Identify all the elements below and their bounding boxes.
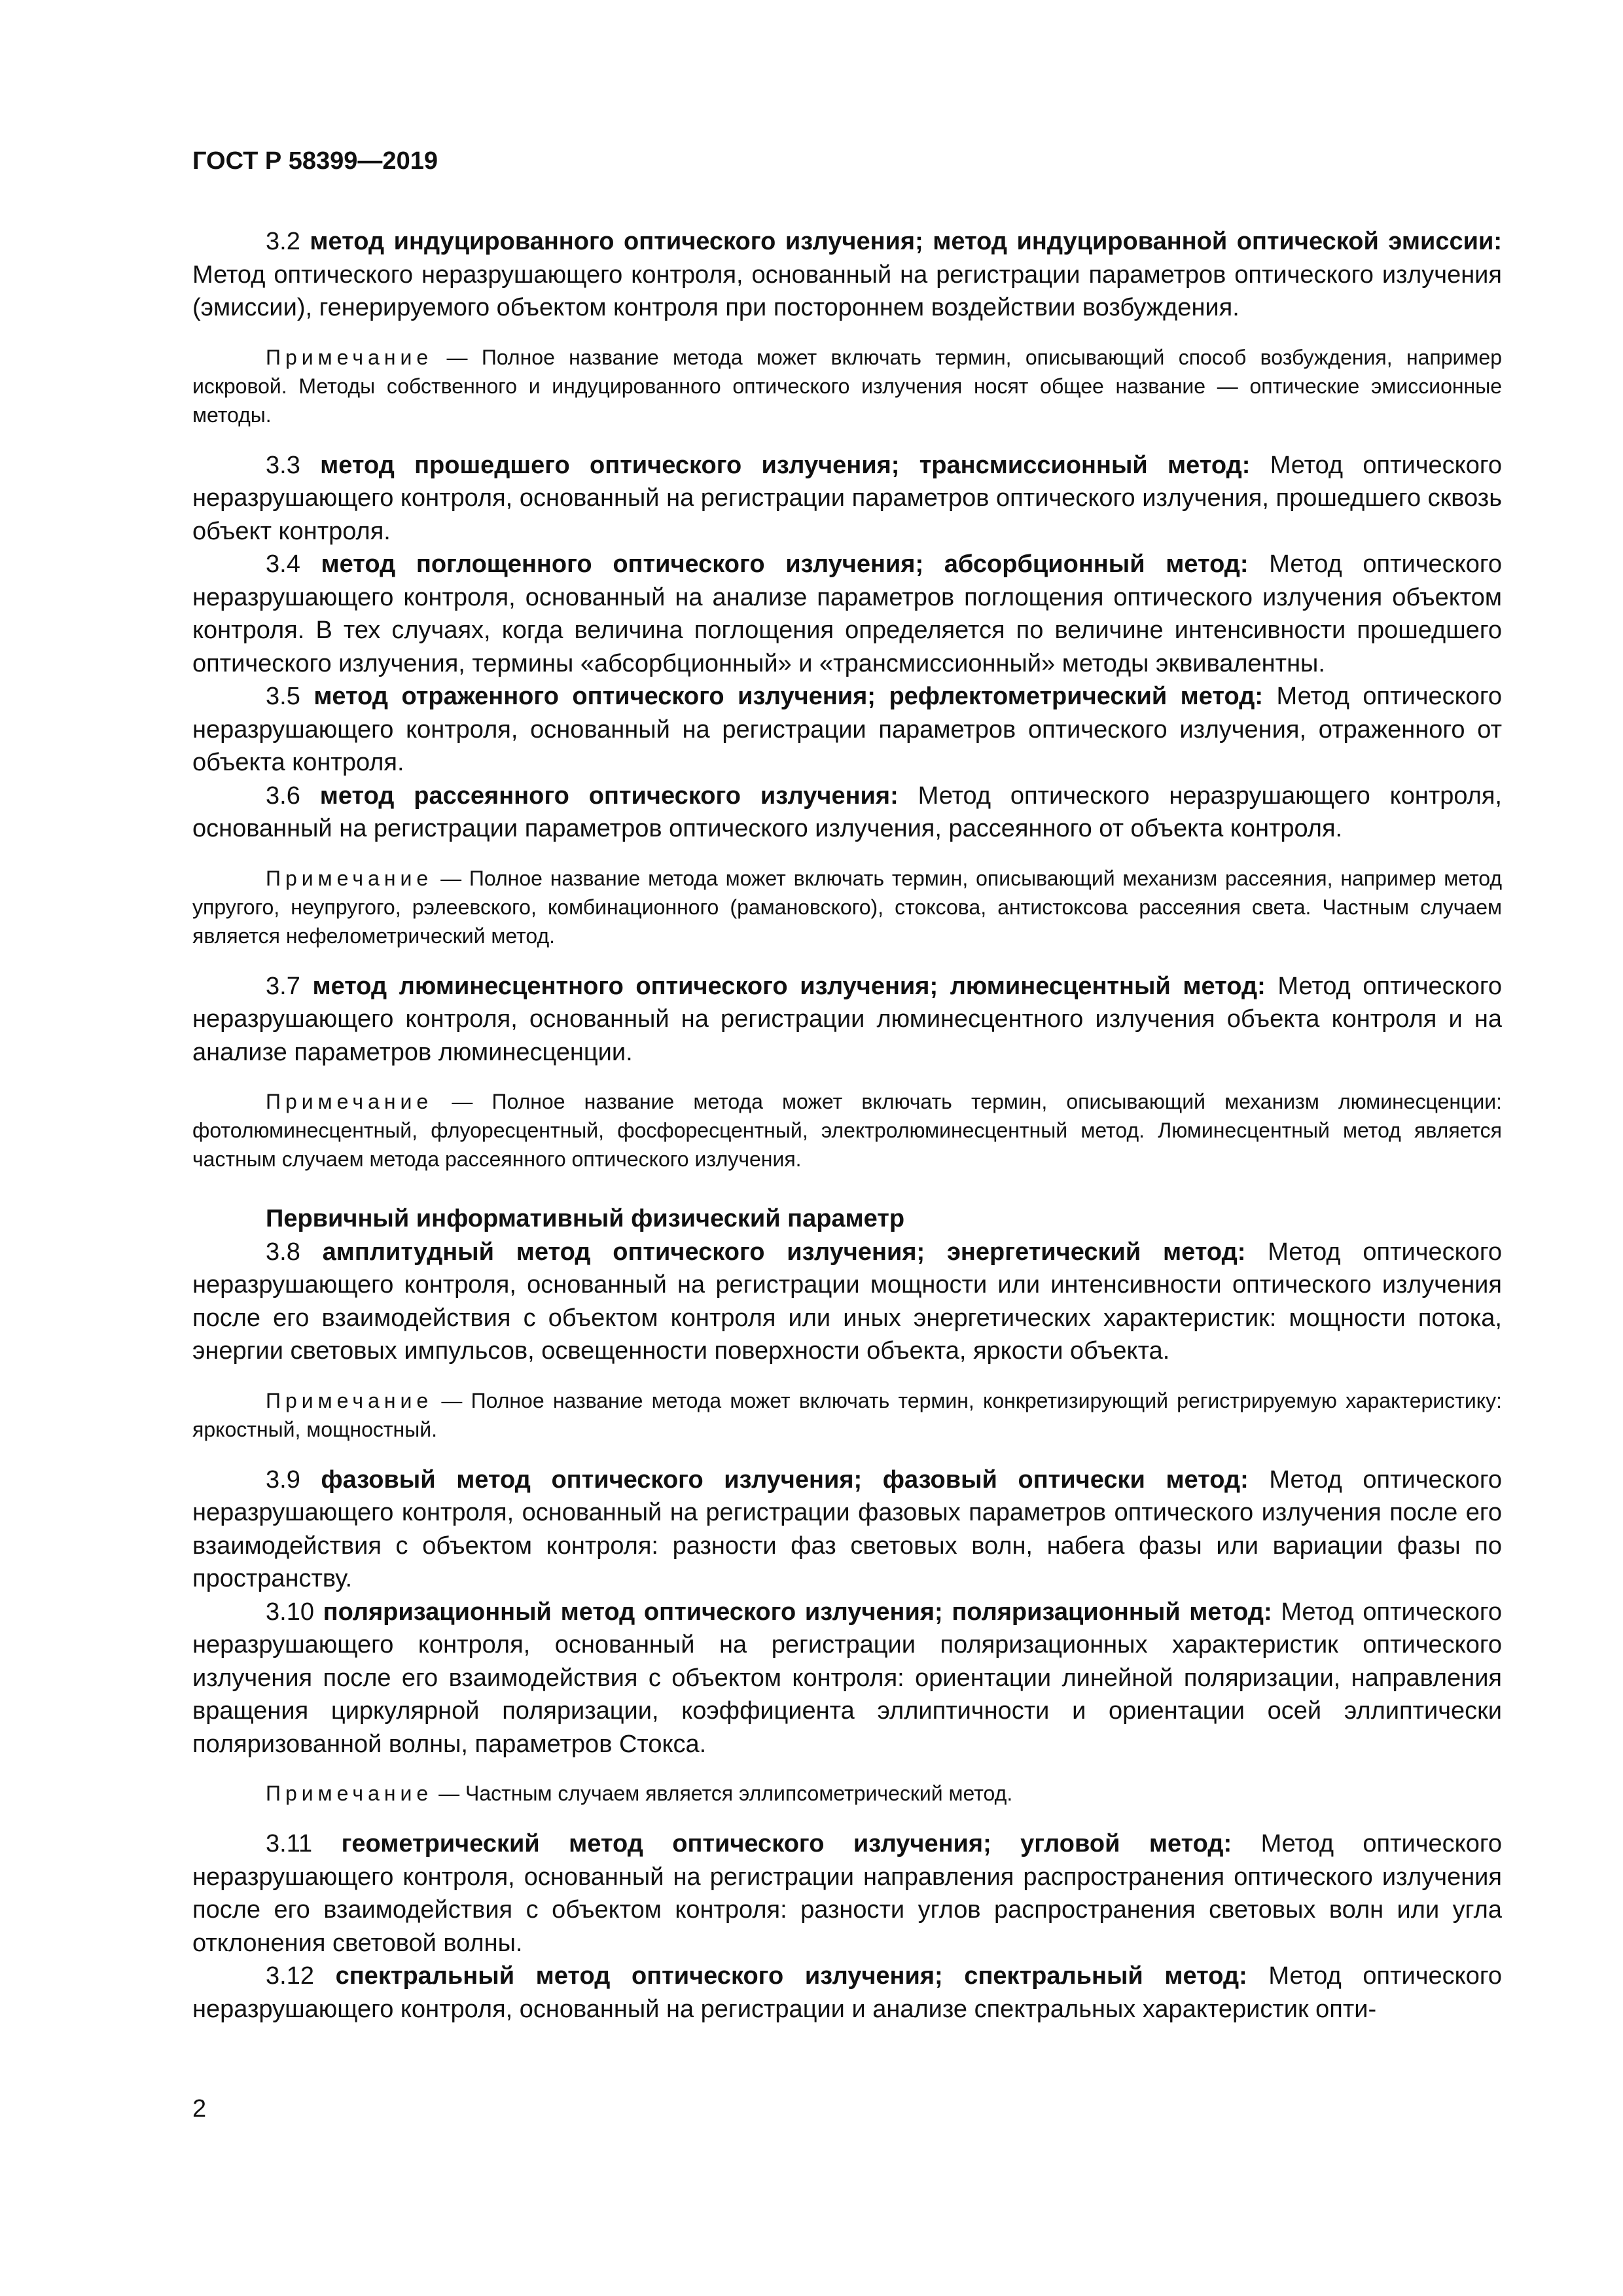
term-definition-text: Метод оптического неразрушающего контроля, основанный на регистрации фазовых параметров оптического излучения после его взаимодействия с объектом контроля: разности фаз световых волн, набега фазы или вариации фазы по пространству. (192, 1465, 1502, 1592)
term-name: метод отраженного оптического излучения; рефлектометрический метод: (313, 683, 1264, 710)
term-definition (192, 1827, 1502, 1960)
term-definition-text: Метод оптического неразрушающего контроля, основанный на регистрации люминесцентного излучения объекта контроля и на анализе параметров люминесценции. (192, 972, 1503, 1066)
term-definition (192, 225, 1502, 325)
term-name: спектральный метод оптического излучения; спектральный метод: (335, 1962, 1247, 1990)
term-definition-text: Метод оптического неразрушающего контроля, основанный на регистрации параметров оптического излучения (эмиссии), генерируемого объектом контроля при постороннем воздействии возбуждения. (192, 260, 1502, 321)
term-definition (192, 680, 1502, 780)
term-definition-text: Метод оптического неразрушающего контроля, основанный на регистрации параметров оптического излучения, отраженного от объекта контроля. (192, 683, 1502, 776)
term-name: метод люминесцентного оптического излучения; люминесцентный метод: (312, 972, 1266, 1000)
note-label: Примечание (266, 1090, 433, 1113)
term-definition (192, 1960, 1502, 2026)
page-number: 2 (192, 2095, 207, 2123)
note-text: — Частным случаем является эллипсометрический метод. (438, 1782, 1013, 1805)
note-label: Примечание (266, 1388, 433, 1412)
term-name: фазовый метод оптического излучения; фазовый оптически метод: (321, 1465, 1249, 1494)
term-definition-text: Метод оптического неразрушающего контроля, основанный на анализе параметров поглощения оптического излучения объектом контроля. В тех случаях, когда величина поглощения определяется по величине интенсивности прошедшего оптического излучения, термины «абсорбционный» и «трансмиссионный» методы эквивалентны. (192, 550, 1502, 677)
note-text: — Полное название метода может включать термин, описывающий способ возбуждения, например искровой. Методы собственного и индуцированного оптического излучения носят общее название — оптические эмиссионные методы. (192, 345, 1503, 427)
term-definition (192, 548, 1502, 680)
term-number: 3.9 (266, 1465, 300, 1494)
term-definition-text: Метод оптического неразрушающего контроля, основанный на регистрации и анализе спектральных характеристик опти- (192, 1962, 1502, 2023)
note (192, 1087, 1502, 1174)
term-number: 3.8 (266, 1238, 300, 1266)
term-definition (192, 1236, 1502, 1368)
term-name: метод рассеянного оптического излучения: (319, 781, 899, 810)
term-definition-text: Метод оптического неразрушающего контроля, основанный на регистрации параметров оптического излучения, рассеянного от объекта контроля. (192, 781, 1502, 842)
term-definition-text: Метод оптического неразрушающего контроля, основанный на регистрации мощности или интенсивности оптического излучения после его взаимодействия с объектом контроля или иных энергетических характеристик: мощности потока, энергии световых импульсов, освещенности поверхности объекта, яркости объекта. (192, 1238, 1503, 1365)
term-name: поляризационный метод оптического излучения; поляризационный метод: (323, 1598, 1272, 1626)
term-number: 3.5 (266, 683, 300, 710)
term-definition-text: Метод оптического неразрушающего контроля, основанный на регистрации поляризационных характеристик оптического излучения после его взаимодействия с объектом контроля: ориентации линейной поляризации, направления вращения циркулярной поляризации, коэффициента эллиптичности и ориентации осей эллиптически поляризованной волны, параметров Стокса. (192, 1598, 1502, 1758)
document-page (192, 145, 1502, 2026)
term-definition (192, 780, 1502, 846)
term-definition (192, 1463, 1502, 1596)
term-definition (192, 970, 1502, 1069)
term-number: 3.12 (266, 1962, 314, 1990)
term-name: геометрический метод оптического излучения; угловой метод: (341, 1830, 1232, 1857)
term-name: амплитудный метод оптического излучения; энергетический метод: (322, 1238, 1246, 1266)
document-body (192, 225, 1502, 2026)
note-text: — Полное название метода может включать термин, описывающий механизм рассеяния, например метод упругого, неупругого, рэлеевского, комбинационного (рамановского), стоксова, антистоксова рассеяния света. Частным случаем является нефелометрический метод. (192, 866, 1503, 948)
note (192, 864, 1502, 950)
term-name: метод прошедшего оптического излучения; трансмиссионный метод: (320, 451, 1251, 479)
term-number: 3.10 (266, 1598, 314, 1626)
term-number: 3.2 (266, 228, 300, 255)
note (192, 1779, 1502, 1808)
term-number: 3.3 (266, 451, 300, 479)
term-definition (192, 449, 1502, 548)
document-code-header: ГОСТ Р 58399—2019 (192, 147, 438, 175)
note (192, 343, 1502, 429)
note-text: — Полное название метода может включать термин, описывающий механизм люминесценции: фотолюминесцентный, флуоресцентный, фосфоресцентный, электролюминесцентный метод. Люминесцентный метод является частным случаем метода рассеянного оптического излучения. (192, 1090, 1503, 1171)
term-definition (192, 1596, 1502, 1761)
note-label: Примечание (266, 345, 433, 369)
term-number: 3.7 (266, 972, 300, 1000)
term-name: метод поглощенного оптического излучения; абсорбционный метод: (321, 550, 1249, 578)
note-label: Примечание (266, 866, 433, 890)
term-number: 3.4 (266, 550, 300, 578)
term-definition-text: Метод оптического неразрушающего контроля, основанный на регистрации параметров оптического излучения, прошедшего сквозь объект контроля. (192, 451, 1503, 545)
note (192, 1386, 1502, 1444)
section-subheading: Первичный информативный физический параметр (266, 1205, 905, 1232)
term-number: 3.6 (266, 781, 300, 810)
note-text: — Полное название метода может включать термин, конкретизирующий регистрируемую характеристику: яркостный, мощностный. (192, 1388, 1503, 1441)
note-label: Примечание (266, 1782, 433, 1805)
term-name: метод индуцированного оптического излучения; метод индуцированной оптической эмиссии: (310, 228, 1502, 255)
term-number: 3.11 (266, 1830, 313, 1857)
term-definition-text: Метод оптического неразрушающего контроля, основанный на регистрации направления распространения оптического излучения после его взаимодействия с объектом контроля: разности углов распространения световых волн или угла отклонения световой волны. (192, 1830, 1503, 1957)
